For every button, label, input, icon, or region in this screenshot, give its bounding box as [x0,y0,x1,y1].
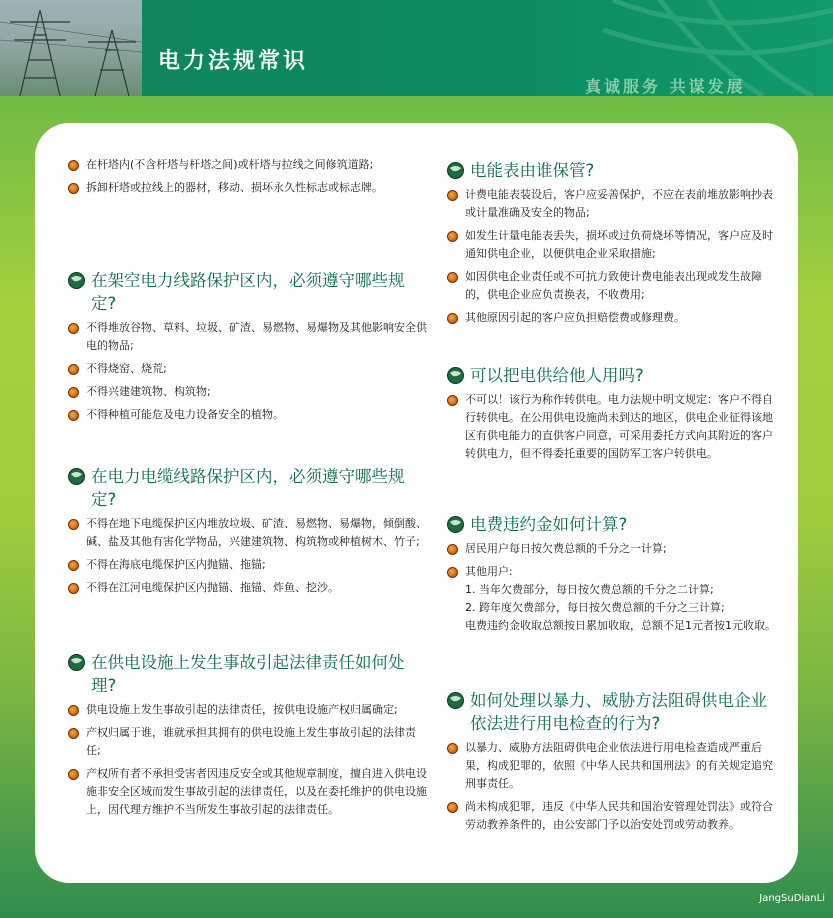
section-title: 在架空电力线路保护区内，必须遵守哪些规定? [68,269,428,315]
bullet-icon [447,802,458,813]
intro-section [68,156,428,202]
footer-brand: JangSuDianLi [759,893,825,904]
bullet-icon [68,323,79,334]
section-title: 在电力电缆线路保护区内，必须遵守哪些规定? [68,465,428,511]
bullet-icon [68,364,79,375]
list-item: 其他原因引起的客户应负担赔偿费或修理费。 [447,309,782,327]
list-item [447,563,782,635]
list-item: 不得堆放谷物、草料、垃圾、矿渣、易燃物、易爆物及其他影响安全供电的物品; [68,319,428,355]
earth-icon [447,162,464,179]
list-item: 拆卸杆塔或拉线上的器材，移动、损坏永久性标志或标志牌。 [68,179,428,197]
power-tower-photo [0,0,142,96]
earth-icon [68,468,85,485]
other-users-label: 其他用户: [465,565,513,578]
list-item: 以暴力、威胁方法阻碍供电企业依法进行用电检查造成严重后果，构成犯罪的，依照《中华人民共和国刑法》的有关规定追究刑事责任。 [447,739,782,793]
bullet-icon [447,743,458,754]
section-overhead-lines [68,269,428,429]
earth-icon [447,692,464,709]
bullet-icon [68,519,79,530]
bullet-icon [447,395,458,406]
content-panel [35,123,798,883]
bullet-icon [68,769,79,780]
section-meter-custody [447,159,782,332]
bullet-icon [68,183,79,194]
bullet-icon [447,567,458,578]
bullet-icon [447,544,458,555]
list-item: 不可以！该行为称作转供电。电力法规中明文规定：客户不得自行转供电。在公用供电设施尚未到达的地区，供电企业征得该地区有供电能力的直供客户同意，可采用委托方式向其附近的客户转供电力，但不得委托重要的国防军工客户转供电。 [447,391,782,463]
list-item: 不得在地下电缆保护区内堆放垃圾、矿渣、易燃物、易爆物，倾倒酸、碱、盐及其他有害化学物品，兴建建筑物、构筑物或种植树木、竹子; [68,515,428,551]
bullet-icon [447,313,458,324]
section-title: 电费违约金如何计算? [447,513,782,536]
section-title: 在供电设施上发生事故引起法律责任如何处理? [68,651,428,697]
page-header [0,0,833,96]
bullet-icon [68,387,79,398]
bullet-icon [68,583,79,594]
bullet-icon [447,231,458,242]
earth-icon [447,516,464,533]
list-item: 如因供电企业责任或不可抗力致使计费电能表出现或发生故障的，供电企业应负责换表，不收费用; [447,268,782,304]
list-item: 产权所有者不承担受害者因违反安全或其他规章制度，擅自进入供电设施非安全区域而发生事故引起的法律责任，以及在委托维护的供电设施上，因代理方维护不当所发生事故引起的法律责任。 [68,765,428,819]
fee-rule-line: 2. 跨年度欠费部分，每日按欠费总额的千分之三计算; [465,601,725,614]
list-item: 产权归属于谁，谁就承担其拥有的供电设施上发生事故引起的法律责任; [68,724,428,760]
section-title: 如何处理以暴力、威胁方法阻碍供电企业依法进行用电检查的行为? [447,689,782,735]
list-item: 居民用户每日按欠费总额的千分之一计算; [447,540,782,558]
list-item: 计费电能表装设后，客户应妥善保护，不应在表前堆放影响抄表或计量准确及安全的物品; [447,186,782,222]
bullet-icon [68,728,79,739]
list-item: 在杆塔内(不含杆塔与杆塔之间)或杆塔与拉线之间修筑道路; [68,156,428,174]
page-title: 电力法规常识 [158,49,309,74]
list-item: 不得烧窑、烧荒; [68,360,428,378]
bullet-icon [68,705,79,716]
bullet-icon [68,410,79,421]
bullet-icon [68,160,79,171]
fee-rule-line: 电费违约金收取总额按日累加收取，总额不足1元者按1元收取。 [465,619,776,632]
list-item: 供电设施上发生事故引起的法律责任，按供电设施产权归属确定; [68,701,428,719]
list-item: 尚未构成犯罪，违反《中华人民共和国治安管理处罚法》或符合劳动教养条件的，由公安部门予以治安处罚或劳动教养。 [447,798,782,834]
list-item: 不得种植可能危及电力设备安全的植物。 [68,406,428,424]
section-cable-lines [68,465,428,602]
section-late-fee [447,513,782,640]
list-item: 不得兴建建筑物、构筑物; [68,383,428,401]
earth-icon [68,272,85,289]
bullet-icon [447,272,458,283]
earth-icon [447,367,464,384]
list-item: 不得在江河电缆保护区内抛锚、拖锚、炸鱼、挖沙。 [68,579,428,597]
bullet-icon [447,190,458,201]
bullet-icon [68,560,79,571]
list-item: 不得在海底电缆保护区内抛锚、拖锚; [68,556,428,574]
section-obstruction [447,689,782,839]
section-title: 可以把电供给他人用吗? [447,364,782,387]
list-item: 如发生计量电能表丢失，损坏或过负荷烧坏等情况，客户应及时通知供电企业，以便供电企业采取措施; [447,227,782,263]
section-title: 电能表由谁保管? [447,159,782,182]
earth-icon [68,654,85,671]
section-power-resale [447,364,782,468]
fee-rule-line: 1. 当年欠费部分，每日按欠费总额的千分之二计算; [465,583,714,596]
power-tower-icon [0,0,142,96]
section-accident-liability [68,651,428,824]
header-slogan: 真诚服务 共谋发展 [585,77,746,96]
